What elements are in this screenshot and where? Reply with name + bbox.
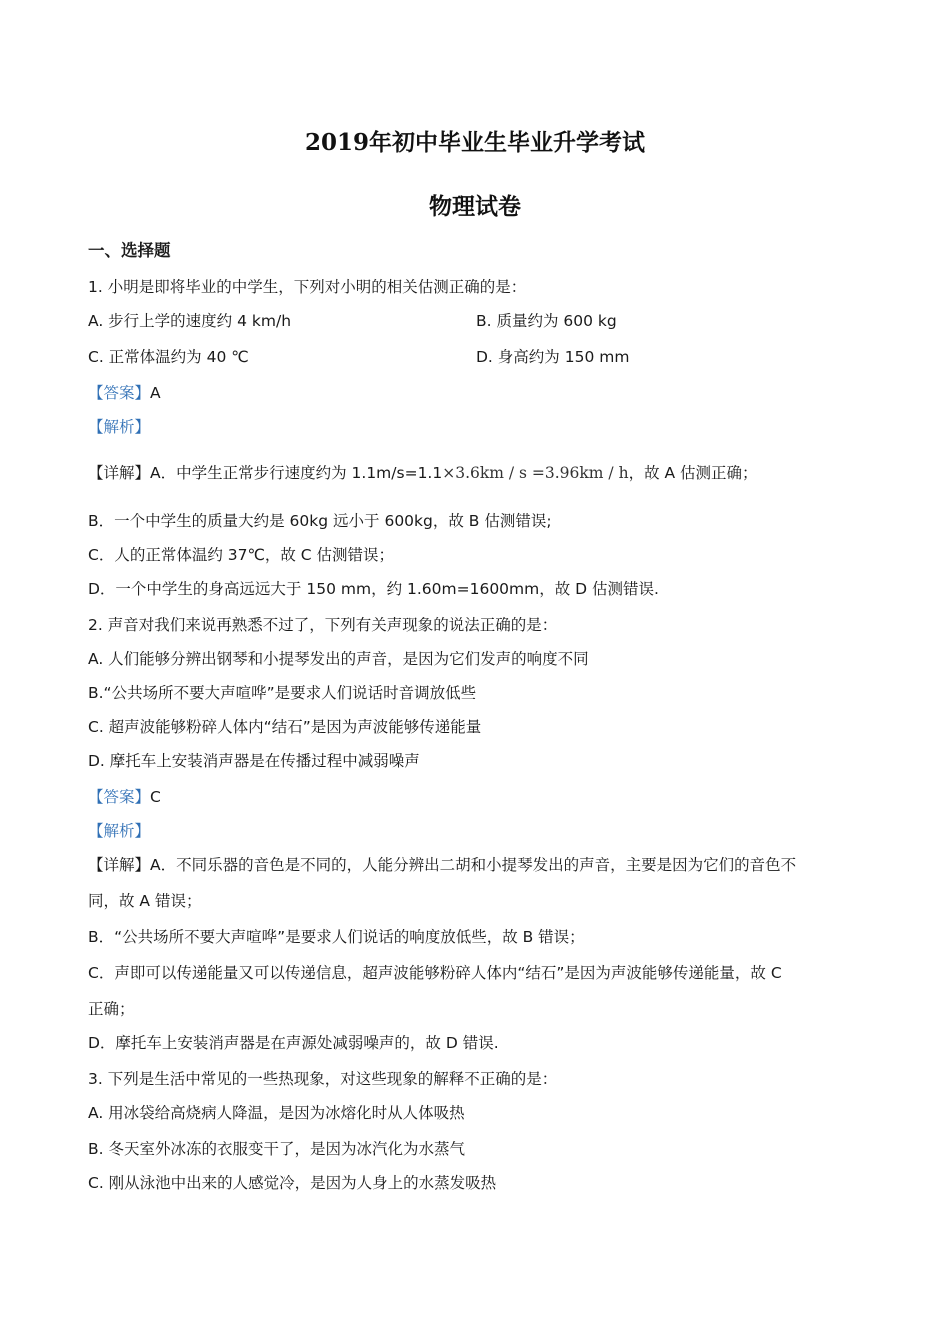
exam-subtitle: 物理试卷 — [429, 193, 521, 220]
q1-option-a: A. 步行上学的速度约 4 km/h — [88, 312, 292, 330]
q2-detail-c-line1: C．声即可以传递能量又可以传递信息，超声波能够粉碎人体内“结石”是因为声波能够传递能量，故 C — [88, 964, 782, 982]
q3-option-b: B. 冬天室外冰冻的衣服变干了，是因为冰汽化为水蒸气 — [88, 1140, 465, 1158]
q2-answer — [88, 786, 161, 808]
q3-option-c: C. 刚从泳池中出来的人感觉冷，是因为人身上的水蒸发吸热 — [88, 1174, 497, 1192]
q2-detail-a-line2: 同，故 A 错误； — [88, 892, 202, 910]
answer-value: A — [150, 384, 161, 402]
q2-detail-c-line2: 正确； — [88, 1000, 135, 1018]
q1-option-d: D. 身高约为 150 mm — [476, 348, 630, 366]
exam-title: 2019年初中毕业生毕业升学考试 — [304, 129, 645, 156]
answer-label: 【答案】 — [88, 788, 151, 806]
q2-detail-b: B．“公共场所不要大声喧哗”是要求人们说话的响度放低些，故 B 错误； — [88, 928, 585, 946]
q1-detail-d: D．一个中学生的身高远远大于 150 mm，约 1.60m=1600mm，故 D 估测错误. — [88, 580, 659, 598]
q1-detail-b: B．一个中学生的质量大约是 60kg 远小于 600kg，故 B 估测错误; — [88, 512, 552, 530]
answer-value: C — [150, 788, 161, 806]
q1-answer — [88, 382, 161, 404]
q2-option-c: C. 超声波能够粉碎人体内“结石”是因为声波能够传递能量 — [88, 718, 482, 736]
q2-option-b: B.“公共场所不要大声喧哗”是要求人们说话时音调放低些 — [88, 684, 477, 702]
q1-detail-a — [88, 462, 758, 484]
q2-detail-d: D．摩托车上安装消声器是在声源处减弱噪声的，故 D 错误. — [88, 1034, 499, 1052]
q1-detail-c: C．人的正常体温约 37℃，故 C 估测错误； — [88, 546, 395, 564]
q2-analysis-label: 【解析】 — [88, 822, 151, 840]
q2-option-a: A. 人们能够分辨出钢琴和小提琴发出的声音，是因为它们发声的响度不同 — [88, 650, 589, 668]
detail-a-formula: ×3.6km / s =3.96km / h — [442, 464, 629, 482]
q3-stem: 3. 下列是生活中常见的一些热现象，对这些现象的解释不正确的是： — [88, 1070, 558, 1088]
q3-option-a: A. 用冰袋给高烧病人降温，是因为冰熔化时从人体吸热 — [88, 1104, 465, 1122]
q2-detail-a-line1: 【详解】A．不同乐器的音色是不同的，人能分辨出二胡和小提琴发出的声音，主要是因为它们的音色不 — [88, 856, 797, 874]
q1-analysis-label: 【解析】 — [88, 418, 151, 436]
q1-stem: 1. 小明是即将毕业的中学生，下列对小明的相关估测正确的是： — [88, 278, 527, 296]
answer-label: 【答案】 — [88, 384, 151, 402]
q1-option-b: B. 质量约为 600 kg — [476, 312, 617, 330]
detail-a-text: 【详解】A．中学生正常步行速度约为 1.1m/s=1.1 — [88, 464, 443, 482]
q1-option-c: C. 正常体温约为 40 ℃ — [88, 348, 249, 366]
q2-option-d: D. 摩托车上安装消声器是在传播过程中减弱噪声 — [88, 752, 420, 770]
section-heading: 一、选择题 — [88, 241, 171, 260]
q2-stem: 2. 声音对我们来说再熟悉不过了，下列有关声现象的说法正确的是： — [88, 616, 558, 634]
detail-a-suffix: ，故 A 估测正确； — [628, 464, 758, 482]
